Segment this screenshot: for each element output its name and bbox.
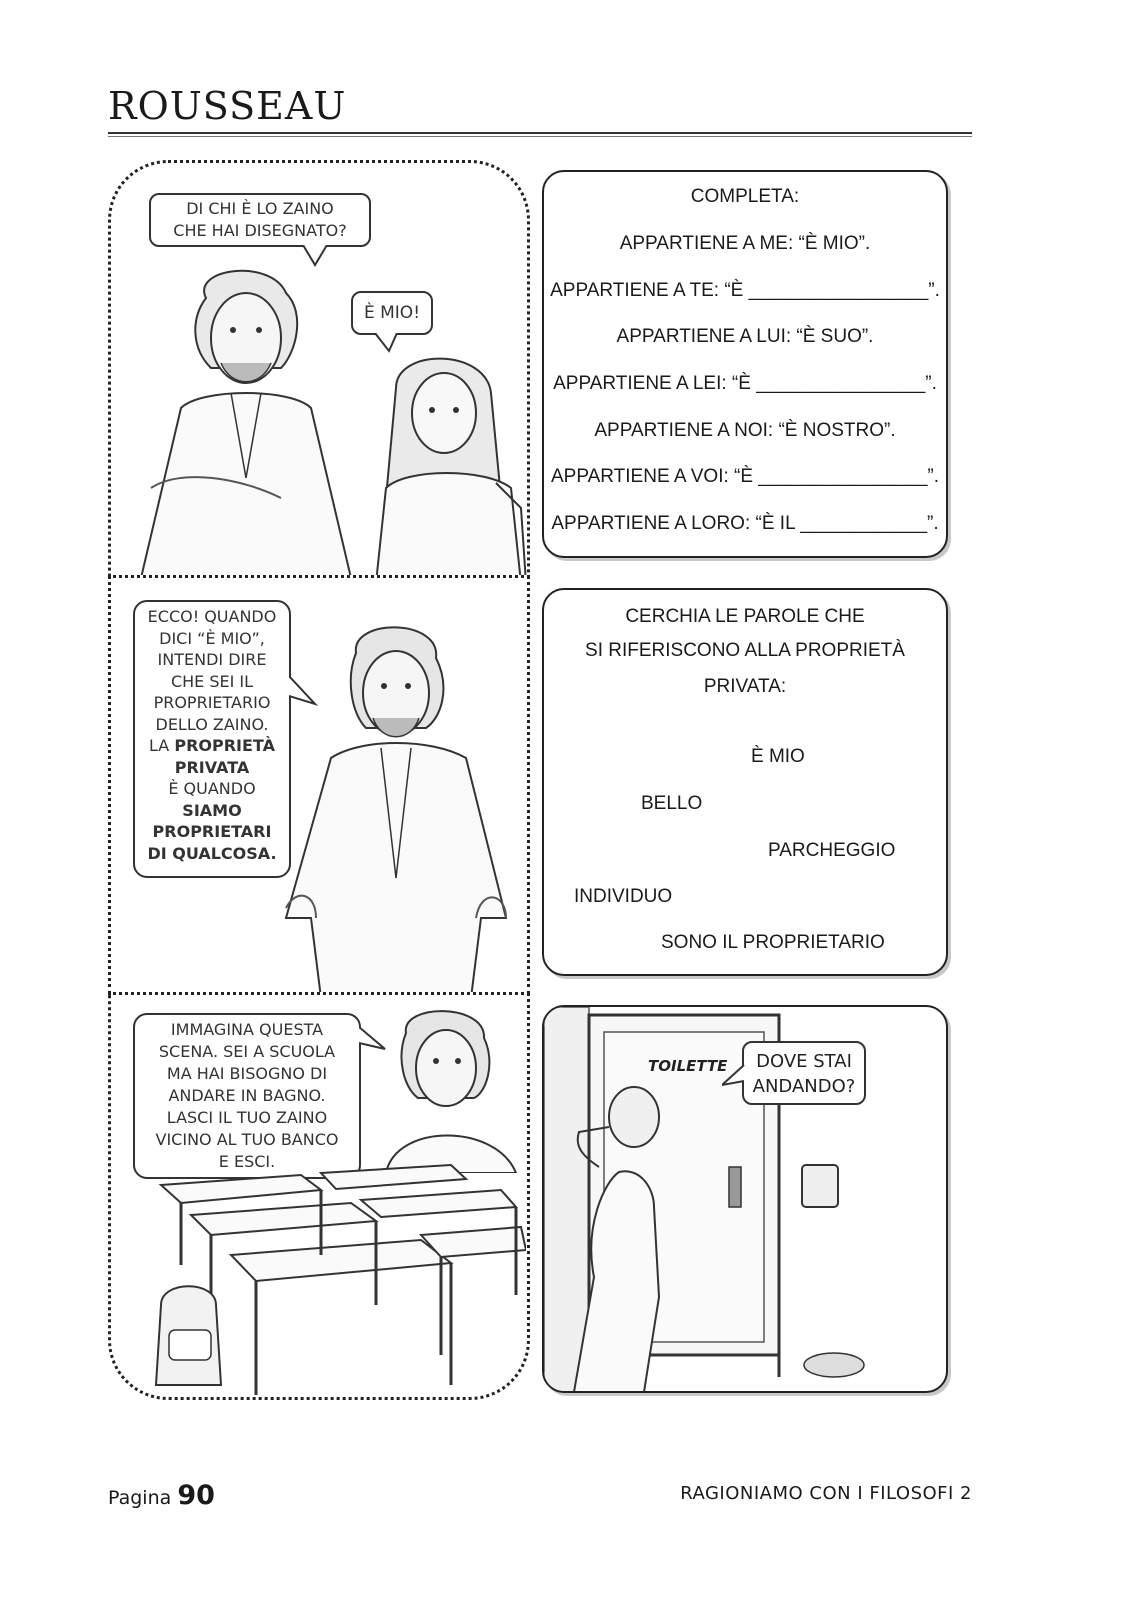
exercise-heading: CERCHIA LE PAROLE CHE bbox=[625, 606, 865, 627]
comic-panel-toilette bbox=[542, 1005, 948, 1393]
bubble-line: È QUANDO bbox=[168, 779, 256, 798]
bubble-line-bold: PROPRIETÀ bbox=[174, 736, 275, 755]
comic-panel-2 bbox=[108, 575, 530, 995]
bubble-line: IMMAGINA QUESTA bbox=[170, 1020, 324, 1039]
exercise-heading: COMPLETA: bbox=[690, 186, 800, 207]
speech-bubble-answer: È MIO! bbox=[351, 291, 433, 335]
bubble-line: CHE SEI IL bbox=[170, 671, 254, 691]
rousseau-standing-illustration bbox=[271, 618, 526, 995]
rousseau-illustration bbox=[121, 258, 371, 580]
bubble-line: SCENA. SEI A SCUOLA bbox=[158, 1042, 336, 1061]
exercise-line: APPARTIENE A LORO: “È IL ____________”. bbox=[551, 513, 939, 534]
bubble-line-bold: PRIVATA bbox=[174, 757, 250, 777]
title-rule bbox=[108, 132, 972, 134]
word-option[interactable]: È MIO bbox=[751, 746, 805, 767]
bubble-line: ANDANDO? bbox=[752, 1076, 856, 1097]
bubble-line: LA bbox=[149, 736, 170, 755]
word-option[interactable]: INDIVIDUO bbox=[574, 886, 673, 907]
page-label: Pagina bbox=[108, 1487, 172, 1509]
bubble-line: PROPRIETARIO bbox=[153, 693, 271, 712]
bubble-line: CHE HAI DISEGNATO? bbox=[173, 221, 347, 240]
speech-bubble-question bbox=[149, 193, 371, 247]
door-sign: TOILETTE bbox=[648, 1057, 728, 1075]
page-number bbox=[108, 1480, 215, 1511]
title-rule-thin bbox=[108, 136, 972, 137]
page-title: ROUSSEAU bbox=[108, 84, 347, 128]
exercise-line: APPARTIENE A LUI: “È SUO”. bbox=[616, 326, 874, 347]
bubble-line: LASCI IL TUO ZAINO bbox=[166, 1108, 328, 1127]
word-option[interactable]: BELLO bbox=[641, 793, 703, 814]
word-option[interactable]: SONO IL PROPRIETARIO bbox=[661, 932, 885, 953]
comic-panel-1 bbox=[108, 160, 530, 580]
bubble-line: ANDARE IN BAGNO. bbox=[168, 1086, 326, 1105]
exercise-heading: PRIVATA: bbox=[703, 676, 787, 697]
comic-panel-3 bbox=[108, 992, 530, 1400]
bubble-line: DI CHI È LO ZAINO bbox=[186, 199, 334, 218]
bubble-line: E ESCI. bbox=[218, 1152, 276, 1171]
word-option[interactable]: PARCHEGGIO bbox=[768, 840, 896, 861]
bubble-line: INTENDI DIRE bbox=[157, 650, 267, 669]
bubble-line: VICINO AL TUO BANCO bbox=[155, 1130, 339, 1149]
bubble-line: MA HAI BISOGNO DI bbox=[166, 1064, 328, 1083]
bubble-line: DOVE STAI bbox=[756, 1051, 852, 1072]
page-number-value: 90 bbox=[177, 1480, 215, 1511]
exercise-line: APPARTIENE A VOI: “È ________________”. bbox=[551, 466, 939, 487]
book-title: RAGIONIAMO CON I FILOSOFI 2 bbox=[680, 1483, 972, 1504]
speech-bubble-explanation bbox=[133, 600, 291, 878]
exercise-cerchia bbox=[542, 588, 948, 976]
rousseau-portrait-illustration bbox=[366, 1003, 526, 1173]
exercise-heading: SI RIFERISCONO ALLA PROPRIETÀ bbox=[585, 640, 905, 661]
bubble-line-bold: DI QUALCOSA. bbox=[147, 843, 277, 863]
bubble-line-bold: SIAMO bbox=[182, 800, 242, 820]
bubble-line-bold: PROPRIETARI bbox=[152, 822, 272, 841]
bubble-tail bbox=[722, 1063, 746, 1089]
exercise-line: APPARTIENE A LEI: “È ________________”. bbox=[553, 373, 937, 394]
exercise-line: APPARTIENE A ME: “È MIO”. bbox=[619, 233, 871, 254]
speech-bubble-where bbox=[742, 1041, 866, 1105]
girl-illustration bbox=[356, 348, 530, 580]
exercise-line: APPARTIENE A NOI: “È NOSTRO”. bbox=[594, 420, 896, 441]
exercise-line: APPARTIENE A TE: “È _________________”. bbox=[550, 280, 940, 301]
bubble-line: ECCO! QUANDO bbox=[147, 607, 277, 626]
exercise-completa bbox=[542, 170, 948, 558]
classroom-desks-illustration bbox=[121, 1155, 526, 1400]
bubble-line: DICI “È MIO”, bbox=[159, 628, 265, 648]
bubble-line: DELLO ZAINO. bbox=[155, 714, 269, 734]
